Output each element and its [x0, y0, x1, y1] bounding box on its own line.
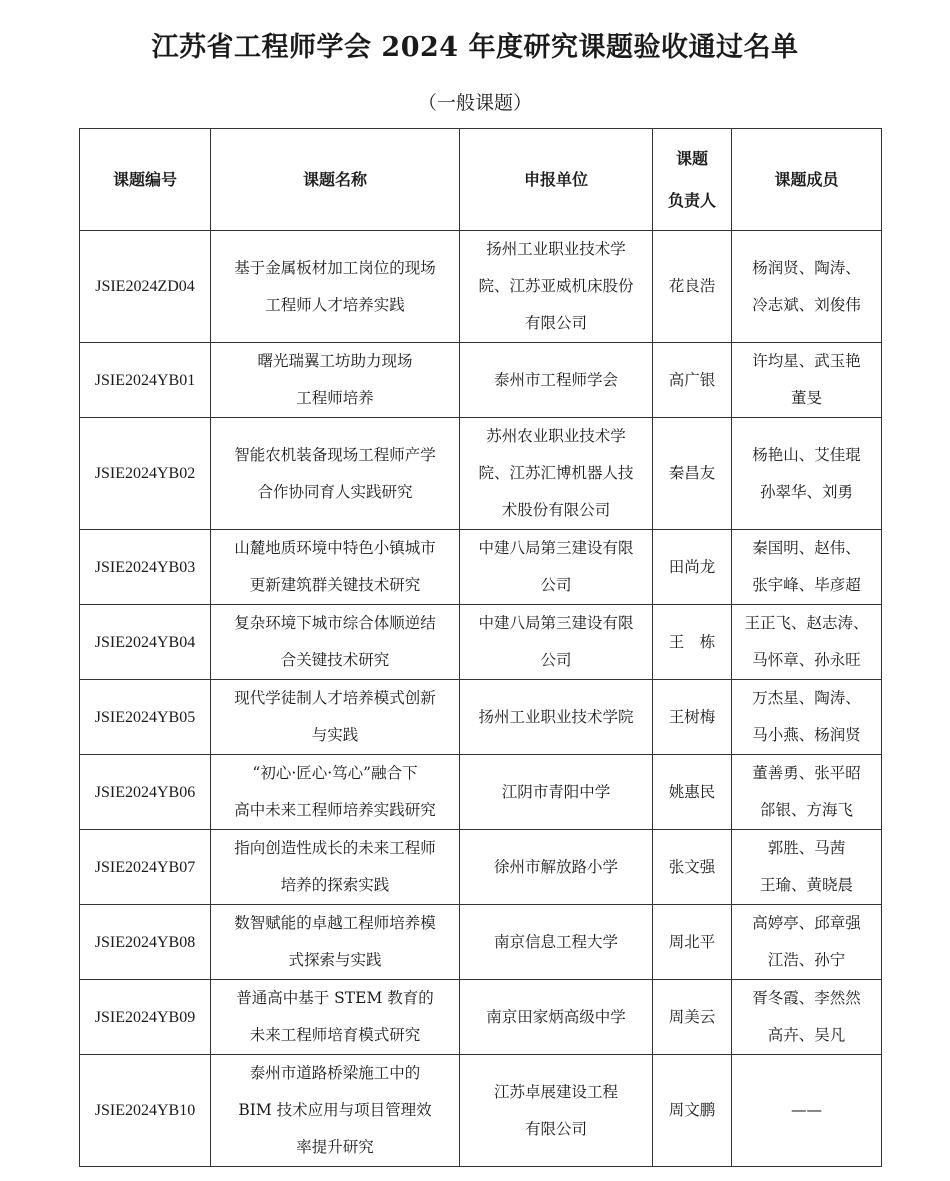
applicant-unit-cell-line: 徐州市解放路小学 [493, 857, 618, 876]
applicant-unit-cell [460, 980, 653, 1055]
project-code-cell: JSIE2024YB06 [80, 755, 211, 830]
project-name-cell [211, 231, 460, 343]
header-code [80, 129, 211, 231]
project-code-cell: JSIE2024YB02 [80, 418, 211, 530]
applicant-unit-cell-line: 有限公司 [524, 1119, 587, 1138]
applicant-unit-cell-line: 苏州农业职业技术学 [486, 427, 626, 445]
applicant-unit-cell-line: 中建八局第三建设有限 [478, 539, 634, 557]
project-name-cell [211, 1055, 460, 1167]
project-members-cell-line: 马小燕、杨润贤 [752, 726, 861, 744]
project-leader-cell: 王 栋 [653, 605, 732, 680]
project-members-cell-line: 董旻 [790, 389, 822, 407]
project-name-cell [211, 530, 460, 605]
table-row [80, 680, 882, 755]
project-members-cell [732, 1055, 882, 1167]
document-title: 江苏省工程师学会 2024 年度研究课题验收通过名单 [151, 32, 799, 63]
project-members-cell-line: 冷志斌、刘俊伟 [752, 295, 861, 314]
document-subtitle: （一般课题） [417, 92, 532, 114]
project-name-cell-line: 数智赋能的卓越工程师培养模 [234, 914, 436, 932]
table-body [80, 231, 882, 1167]
project-code-cell: JSIE2024YB08 [80, 905, 211, 980]
project-members-cell [732, 530, 882, 605]
project-name-cell-line: 培养的探索实践 [280, 876, 390, 894]
table-row [80, 605, 882, 680]
project-members-cell [732, 418, 882, 530]
header-line: 负责人 [667, 190, 716, 210]
project-name-cell-line: 工程师人才培养实践 [265, 295, 405, 314]
table-row [80, 530, 882, 605]
applicant-unit-cell [460, 343, 653, 418]
project-members-cell [732, 343, 882, 418]
project-members-cell-line: 孙翠华、刘勇 [759, 482, 853, 501]
applicant-unit-cell-line: 江苏卓展建设工程 [493, 1082, 618, 1101]
project-members-cell-line: 杨艳山、艾佳琨 [752, 445, 861, 464]
project-name-cell-line: 式探索与实践 [288, 951, 382, 969]
applicant-unit-cell-line: 泰州市工程师学会 [493, 370, 618, 389]
applicant-unit-cell [460, 231, 653, 343]
project-name-cell [211, 605, 460, 680]
applicant-unit-cell-line: 公司 [540, 651, 572, 669]
project-name-cell-line: BIM 技术应用与项目管理效 [238, 1101, 432, 1119]
applicant-unit-cell [460, 605, 653, 680]
project-name-cell [211, 343, 460, 418]
accepted-projects-table [79, 128, 882, 1167]
project-name-cell-line: 基于金属板材加工岗位的现场 [234, 258, 436, 277]
header-members [732, 129, 882, 231]
project-code-cell: JSIE2024YB05 [80, 680, 211, 755]
applicant-unit-cell [460, 755, 653, 830]
project-members-cell-line: —— [791, 1101, 822, 1119]
project-members-cell-line: 秦国明、赵伟、 [752, 539, 861, 557]
project-leader-cell: 田尚龙 [653, 530, 732, 605]
applicant-unit-cell-line: 中建八局第三建设有限 [478, 614, 634, 632]
header-line: 课题编号 [112, 169, 177, 189]
project-members-cell-line: 郃银、方海飞 [759, 801, 853, 819]
project-members-cell-line: 许均星、武玉艳 [752, 352, 861, 370]
project-name-cell [211, 755, 460, 830]
project-code-cell: JSIE2024YB07 [80, 830, 211, 905]
project-name-cell [211, 905, 460, 980]
table-header-row [80, 129, 882, 231]
project-code-cell: JSIE2024YB03 [80, 530, 211, 605]
table-row [80, 343, 882, 418]
applicant-unit-cell-line: 扬州工业职业技术学院 [478, 707, 634, 726]
project-name-cell-line: 泰州市道路桥梁施工中的 [249, 1064, 421, 1082]
project-name-cell-line: 普通高中基于 STEM 教育的 [236, 989, 434, 1007]
table-row [80, 418, 882, 530]
project-name-cell-line: 智能农机装备现场工程师产学 [234, 445, 436, 464]
applicant-unit-cell-line: 南京信息工程大学 [493, 932, 618, 951]
project-leader-cell: 姚惠民 [653, 755, 732, 830]
project-members-cell-line: 江浩、孙宁 [767, 951, 846, 969]
project-name-cell-line: 曙光瑞翼工坊助力现场 [257, 352, 413, 370]
project-code-cell: JSIE2024ZD04 [80, 231, 211, 343]
project-name-cell-line: 复杂环境下城市综合体顺逆结 [234, 614, 436, 632]
applicant-unit-cell [460, 905, 653, 980]
project-leader-cell: 周文鹏 [653, 1055, 732, 1167]
project-name-cell [211, 830, 460, 905]
header-line: 申报单位 [523, 169, 588, 189]
project-members-cell-line: 王正飞、赵志涛、 [744, 614, 869, 632]
table-row [80, 755, 882, 830]
project-name-cell-line: 山麓地质环境中特色小镇城市 [234, 539, 436, 557]
project-leader-cell: 张文强 [653, 830, 732, 905]
table-row [80, 231, 882, 343]
project-members-cell [732, 830, 882, 905]
project-members-cell-line: 高婷亭、邱章强 [752, 914, 861, 932]
header-unit [460, 129, 653, 231]
project-members-cell-line: 万杰星、陶涛、 [752, 689, 861, 707]
project-name-cell-line: 合关键技术研究 [280, 651, 390, 669]
project-leader-cell: 高广银 [653, 343, 732, 418]
project-members-cell-line: 杨润贤、陶涛、 [752, 258, 861, 277]
project-name-cell-line: 更新建筑群关键技术研究 [249, 576, 421, 594]
project-name-cell [211, 980, 460, 1055]
header-line: 课题成员 [774, 169, 839, 189]
applicant-unit-cell [460, 530, 653, 605]
project-members-cell [732, 755, 882, 830]
project-members-cell-line: 郭胜、马茜 [767, 839, 846, 857]
project-leader-cell: 周美云 [653, 980, 732, 1055]
project-members-cell [732, 905, 882, 980]
project-members-cell-line: 高卉、吴凡 [767, 1026, 846, 1044]
project-members-cell [732, 980, 882, 1055]
table-row [80, 980, 882, 1055]
project-leader-cell: 周北平 [653, 905, 732, 980]
applicant-unit-cell-line: 扬州工业职业技术学 [486, 240, 626, 258]
project-members-cell [732, 605, 882, 680]
applicant-unit-cell [460, 830, 653, 905]
applicant-unit-cell-line: 院、江苏亚威机床股份 [478, 277, 634, 295]
applicant-unit-cell [460, 418, 653, 530]
project-name-cell-line: 工程师培养 [296, 389, 374, 407]
project-code-cell: JSIE2024YB09 [80, 980, 211, 1055]
project-name-cell-line: 高中未来工程师培养实践研究 [234, 801, 436, 819]
header-line: 课题名称 [302, 169, 367, 189]
project-name-cell-line: 现代学徒制人才培养模式创新 [234, 689, 436, 707]
table-row [80, 830, 882, 905]
project-name-cell-line: 未来工程师培育模式研究 [249, 1026, 421, 1044]
applicant-unit-cell-line: 公司 [540, 576, 572, 594]
project-members-cell-line: 胥冬霞、李然然 [752, 989, 861, 1007]
project-members-cell [732, 231, 882, 343]
project-name-cell [211, 418, 460, 530]
project-leader-cell: 王树梅 [653, 680, 732, 755]
header-line: 课题 [675, 148, 708, 168]
project-name-cell [211, 680, 460, 755]
applicant-unit-cell-line: 术股份有限公司 [501, 501, 611, 519]
project-members-cell-line: 马怀章、孙永旺 [752, 651, 861, 669]
project-leader-cell: 秦昌友 [653, 418, 732, 530]
project-code-cell: JSIE2024YB04 [80, 605, 211, 680]
applicant-unit-cell-line: 院、江苏汇博机器人技 [478, 464, 634, 482]
project-members-cell-line: 董善勇、张平昭 [752, 764, 861, 782]
project-name-cell-line: 率提升研究 [296, 1138, 374, 1156]
table-row [80, 1055, 882, 1167]
applicant-unit-cell-line: 有限公司 [524, 314, 587, 332]
applicant-unit-cell-line: 南京田家炳高级中学 [486, 1007, 626, 1026]
applicant-unit-cell [460, 1055, 653, 1167]
project-members-cell [732, 680, 882, 755]
project-members-cell-line: 王瑜、黄晓晨 [759, 876, 853, 894]
header-name [211, 129, 460, 231]
table-row [80, 905, 882, 980]
applicant-unit-cell [460, 680, 653, 755]
project-name-cell-line: 指向创造性成长的未来工程师 [234, 839, 436, 857]
project-name-cell-line: “初心·匠心·笃心”融合下 [252, 764, 418, 782]
project-name-cell-line: 合作协同育人实践研究 [257, 482, 413, 501]
applicant-unit-cell-line: 江阴市青阳中学 [501, 782, 611, 801]
project-leader-cell: 花良浩 [653, 231, 732, 343]
header-leader [653, 129, 732, 231]
project-code-cell: JSIE2024YB01 [80, 343, 211, 418]
project-members-cell-line: 张宇峰、毕彦超 [752, 576, 861, 594]
project-name-cell-line: 与实践 [311, 726, 359, 744]
project-code-cell: JSIE2024YB10 [80, 1055, 211, 1167]
